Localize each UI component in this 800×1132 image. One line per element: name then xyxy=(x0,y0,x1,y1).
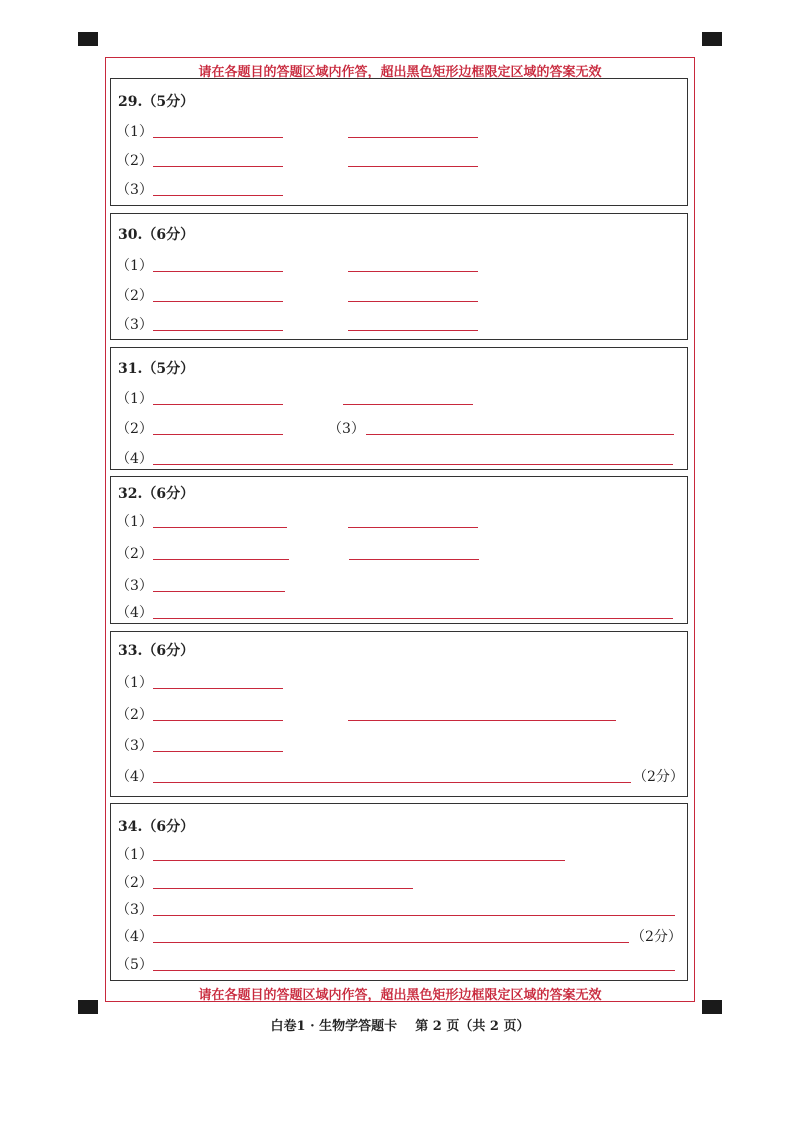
answer-label: （2） xyxy=(116,875,153,891)
answer-label: （3） xyxy=(116,902,153,918)
answer-line[interactable] xyxy=(153,137,283,138)
answer-label: （4） xyxy=(116,605,153,621)
answer-line[interactable] xyxy=(153,591,285,592)
answer-label: （3） xyxy=(116,578,153,594)
registration-mark-top-right xyxy=(702,32,722,46)
answer-label: （2） xyxy=(116,546,153,562)
answer-line[interactable] xyxy=(153,970,675,971)
answer-label: （3） xyxy=(328,421,365,437)
points-note: （2分） xyxy=(631,929,682,945)
answer-line[interactable] xyxy=(153,751,283,752)
answer-label: （1） xyxy=(116,391,153,407)
answer-label: （2） xyxy=(116,288,153,304)
answer-line[interactable] xyxy=(153,688,283,689)
answer-label: （1） xyxy=(116,847,153,863)
answer-label: （4） xyxy=(116,929,153,945)
answer-line[interactable] xyxy=(153,464,673,465)
answer-line[interactable] xyxy=(153,618,673,619)
question-31-box xyxy=(110,347,688,470)
answer-line[interactable] xyxy=(153,271,283,272)
answer-label: （1） xyxy=(116,124,153,140)
answer-line[interactable] xyxy=(348,527,478,528)
answer-label: （3） xyxy=(116,182,153,198)
answer-line[interactable] xyxy=(343,404,473,405)
answer-label: （1） xyxy=(116,675,153,691)
answer-label: （1） xyxy=(116,258,153,274)
answer-label: （2） xyxy=(116,707,153,723)
answer-label: （2） xyxy=(116,153,153,169)
question-title: 33.（6分） xyxy=(118,643,195,659)
answer-label: （5） xyxy=(116,957,153,973)
question-title: 32.（6分） xyxy=(118,486,195,502)
top-notice: 请在各题目的答题区域内作答，超出黑色矩形边框限定区域的答案无效 xyxy=(198,65,602,80)
points-note: （2分） xyxy=(633,769,684,785)
answer-line[interactable] xyxy=(153,860,565,861)
page-footer: 白卷1 · 生物学答题卡 第 2 页（共 2 页） xyxy=(270,1019,530,1034)
answer-line[interactable] xyxy=(348,301,478,302)
answer-label: （3） xyxy=(116,317,153,333)
answer-line[interactable] xyxy=(153,166,283,167)
answer-line[interactable] xyxy=(366,434,674,435)
question-title: 31.（5分） xyxy=(118,361,195,377)
registration-mark-bottom-right xyxy=(702,1000,722,1014)
answer-line[interactable] xyxy=(153,301,283,302)
question-34-box xyxy=(110,803,688,981)
registration-mark-top-left xyxy=(78,32,98,46)
answer-line[interactable] xyxy=(348,271,478,272)
answer-line[interactable] xyxy=(153,434,283,435)
answer-label: （4） xyxy=(116,769,153,785)
answer-line[interactable] xyxy=(348,720,616,721)
registration-mark-bottom-left xyxy=(78,1000,98,1014)
answer-line[interactable] xyxy=(153,330,283,331)
answer-label: （4） xyxy=(116,451,153,467)
answer-label: （2） xyxy=(116,421,153,437)
question-title: 30.（6分） xyxy=(118,227,195,243)
answer-label: （1） xyxy=(116,514,153,530)
question-title: 29.（5分） xyxy=(118,94,195,110)
answer-line[interactable] xyxy=(153,195,283,196)
answer-line[interactable] xyxy=(349,559,479,560)
answer-line[interactable] xyxy=(153,782,631,783)
answer-label: （3） xyxy=(116,738,153,754)
question-30-box xyxy=(110,213,688,340)
answer-line[interactable] xyxy=(348,137,478,138)
answer-line[interactable] xyxy=(348,330,478,331)
question-title: 34.（6分） xyxy=(118,819,195,835)
answer-line[interactable] xyxy=(153,404,283,405)
answer-line[interactable] xyxy=(153,527,287,528)
question-33-box xyxy=(110,631,688,797)
answer-line[interactable] xyxy=(153,942,629,943)
answer-line[interactable] xyxy=(348,166,478,167)
answer-line[interactable] xyxy=(153,915,675,916)
answer-line[interactable] xyxy=(153,888,413,889)
answer-line[interactable] xyxy=(153,559,289,560)
bottom-notice: 请在各题目的答题区域内作答，超出黑色矩形边框限定区域的答案无效 xyxy=(198,988,602,1003)
question-32-box xyxy=(110,476,688,624)
question-29-box xyxy=(110,78,688,206)
answer-line[interactable] xyxy=(153,720,283,721)
